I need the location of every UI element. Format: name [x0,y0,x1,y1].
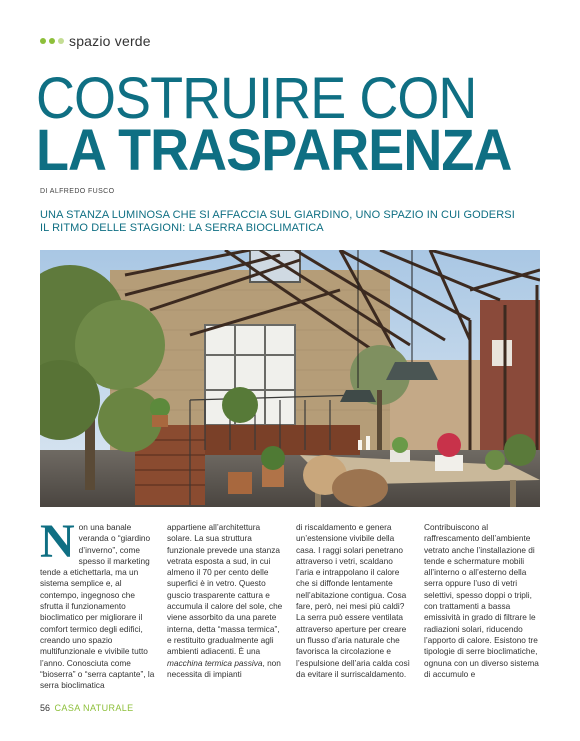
greenhouse-photo [40,250,540,507]
body-column-3: di riscaldamento e genera un’estensione vivibile della casa. I raggi solari penetrano attraverso i vetri, scaldano l’aria e intrappolano il calore che si diffonde lentamente nell’abitazione contigua. Cosa fare, però, nei mesi più caldi? La serra può essere ventilata attraverso aperture per creare un flusso d’aria naturale che favorisca la circolazione e l’espulsione dell’aria calda così da evitare il surriscaldamento. [296,522,410,679]
body-column-1-text: on una banale veranda o “giardino d’inverno”, come spesso il marketing tende a etichettarla, ma un sistema semplice e, al contempo, ingegnoso che sfrutta il funzionamento bioclimatico per migliorare il comfort termico degli edifici, creando uno spazio multifunzionale e vivibile tutto l’anno. Conosciuta come “bioserra” o “serra captante”, la serra bioclimatica [40,522,155,691]
title-line-2: LA TRASPARENZA [36,118,512,183]
magazine-name: CASA NATURALE [54,703,134,713]
article-body [40,515,540,694]
light-green-dot [58,38,64,44]
standfirst: UNA STANZA LUMINOSA CHE SI AFFACCIA SUL GIARDINO, UNO SPAZIO IN CUI GODERSI IL RITMO DELLE STAGIONI: LA SERRA BIOCLIMATICA [40,209,515,234]
body-column-1 [40,515,156,691]
page-number: 56 [40,703,51,713]
body-column-2-emphasis: macchina termica passiva [167,657,263,668]
body-column-2 [167,522,283,680]
greenhouse-photo-illustration [40,250,540,507]
byline: DI ALFREDO FUSCO [40,188,115,195]
body-column-4: Contribuiscono al raffrescamento dell’ambiente vetrato anche l’installazione di tende e schermature mobili all’interno o all’esterno della serra oppure l’uso di vetri selettivi, spesso doppi o tripli, con trattamenti a bassa emissività in grado di filtrare le radiazioni solari, riducendo l’apporto di calore. Esistono tre tipologie di serre bioclimatiche, ognuna con un diverso sistema di accumulo e [424,522,539,679]
green-dot [40,38,46,44]
title-line-1: COSTRUIRE CON [36,66,477,131]
green-dot [49,38,55,44]
body-column-2-text-a: appartiene all’architettura solare. La sua struttura funzionale prevede una stanza vetrata esposta a sud, in cui almeno il 70 per cento delle superfici è in vetro. Questo guscio trasparente cattura e accumula il calore del sole, che viene assorbito da una parete interna, detta “massa termica”, e restituito gradualmente agli ambienti adiacenti. È una [167,522,283,657]
body-column-2-text-b: , non necessita di impianti [167,657,281,679]
dropcap: N [40,515,75,568]
section-name: spazio verde [69,33,151,49]
page-footer [40,703,134,713]
section-dots [40,38,64,44]
section-tag [40,33,151,49]
